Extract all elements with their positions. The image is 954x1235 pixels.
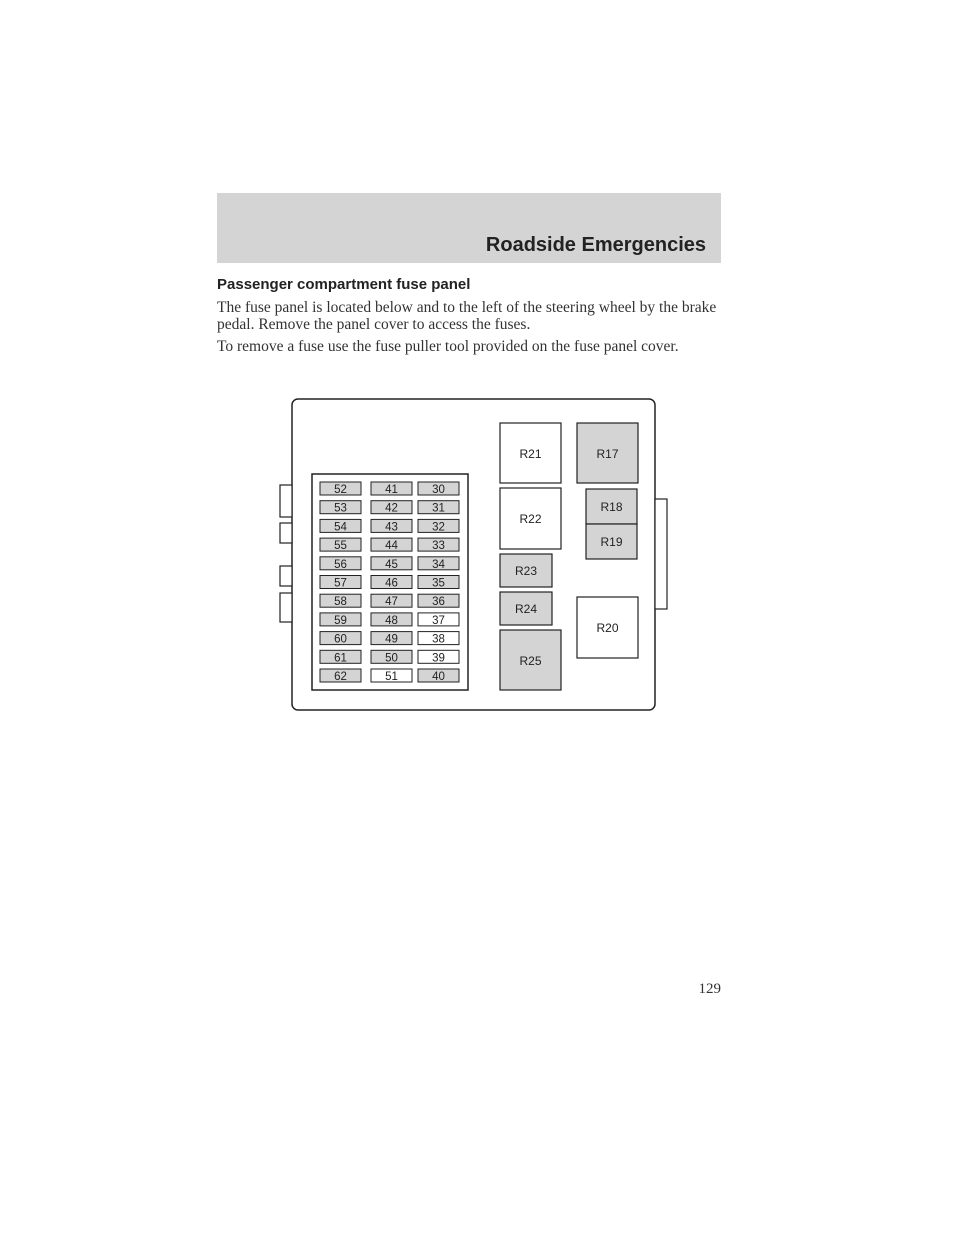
fuse-slot-label: 60 [334, 633, 347, 646]
relay-r21 [500, 423, 561, 483]
fuse-slot [371, 613, 412, 627]
fuse-slot [418, 669, 459, 683]
relay-r23 [500, 554, 552, 587]
paragraph-removal: To remove a fuse use the fuse puller tool provided on the fuse panel cover. [217, 338, 679, 355]
fuse-slot [320, 632, 361, 646]
fuse-slot-label: 61 [334, 652, 347, 665]
fuse-slot-label: 37 [432, 614, 445, 627]
fuse-slot [320, 650, 361, 664]
fuse-slot [418, 594, 459, 608]
fuse-slot [320, 594, 361, 608]
fuse-slot-label: 50 [385, 652, 398, 665]
relay-r22-label: R22 [519, 512, 542, 526]
relay-r24-label: R24 [514, 602, 538, 616]
fuse-slot-label: 43 [385, 521, 398, 534]
fuse-slot [320, 482, 361, 496]
panel-tab-right [655, 499, 667, 609]
fuse-slot-label: 34 [432, 558, 445, 571]
relay-r25-label: R25 [519, 654, 542, 668]
relay-r17-label: R17 [596, 447, 619, 461]
fuse-slot-label: 55 [334, 540, 347, 553]
fuse-slot [371, 482, 412, 496]
fuse-slot [320, 519, 361, 533]
fuse-slot [371, 501, 412, 515]
fuse-slot [418, 501, 459, 515]
page-title: Roadside Emergencies [485, 234, 706, 256]
fuse-slot-label: 57 [334, 577, 347, 590]
relay-r20-label: R20 [596, 621, 619, 635]
fuse-slot-label: 42 [385, 502, 398, 515]
fuse-slot-label: 53 [334, 502, 347, 515]
fuse-slot [320, 669, 361, 683]
fuse-slot-label: 36 [432, 596, 445, 609]
fuse-slot-label: 41 [385, 484, 398, 496]
fuse-slot-label: 47 [385, 596, 398, 609]
relay-r19-label: R19 [600, 535, 623, 549]
fuse-slot [371, 519, 412, 533]
fuse-slot-label: 51 [385, 671, 398, 683]
fuse-slot-label: 30 [432, 484, 445, 496]
fuse-slot-label: 46 [385, 577, 398, 590]
fuse-slot-label: 49 [385, 633, 398, 646]
fuse-slot-label: 62 [334, 671, 347, 683]
fuse-slot [320, 557, 361, 571]
relay-r21-label: R21 [519, 447, 542, 461]
fuse-slot [418, 557, 459, 571]
fuse-slot-label: 52 [334, 484, 347, 496]
fuse-slot [371, 576, 412, 590]
fuse-slot [320, 501, 361, 515]
relay-r17 [577, 423, 638, 483]
fuse-slot [418, 576, 459, 590]
relay-r20 [577, 597, 638, 658]
fuse-slot-label: 35 [432, 577, 445, 590]
fuse-slot-label: 40 [432, 671, 445, 683]
section-heading: Passenger compartment fuse panel [217, 276, 471, 293]
fuse-slot-label: 48 [385, 614, 398, 627]
fuse-slot-label: 31 [432, 502, 445, 515]
relay-r19 [586, 524, 637, 559]
fuse-slot [371, 557, 412, 571]
panel-tab-left [280, 566, 292, 586]
fuse-slot [418, 650, 459, 664]
fuse-slot-label: 59 [334, 614, 347, 627]
relay-r23-label: R23 [514, 564, 538, 578]
fuse-slot [418, 519, 459, 533]
fuse-slot [418, 613, 459, 627]
fuse-slot [371, 669, 412, 683]
fuse-slot-label: 45 [385, 558, 398, 571]
fuse-slot [371, 594, 412, 608]
fuse-slot-label: 54 [334, 521, 347, 534]
relay-r22 [500, 488, 561, 549]
page-number: 129 [698, 981, 721, 997]
fuse-slot [418, 538, 459, 552]
relay-r25 [500, 630, 561, 690]
fuse-slot-label: 56 [334, 558, 347, 571]
relay-r18 [586, 489, 637, 524]
fuse-slot [320, 613, 361, 627]
fuse-slot [320, 538, 361, 552]
relay-r24 [500, 592, 552, 625]
fuse-slot-label: 44 [385, 540, 398, 553]
fuse-slot [371, 538, 412, 552]
fuse-slot [418, 632, 459, 646]
fuse-slot-label: 39 [432, 652, 445, 665]
fuse-grid [320, 482, 459, 683]
panel-tab-left [280, 485, 292, 517]
panel-tab-left [280, 593, 292, 622]
fuse-slot [320, 576, 361, 590]
fuse-slot-label: 58 [334, 596, 347, 609]
fuse-slot [418, 482, 459, 496]
fuse-slot-label: 38 [432, 633, 445, 646]
fuse-slot [371, 632, 412, 646]
fuse-slot-label: 33 [432, 540, 445, 553]
relay-r18-label: R18 [600, 500, 623, 514]
panel-tab-left [280, 523, 292, 543]
fuse-slot [371, 650, 412, 664]
fuse-slot-label: 32 [432, 521, 445, 534]
paragraph-location: The fuse panel is located below and to the left of the steering wheel by the brake pedal. Remove the panel cover to access the fuses. [217, 299, 717, 333]
